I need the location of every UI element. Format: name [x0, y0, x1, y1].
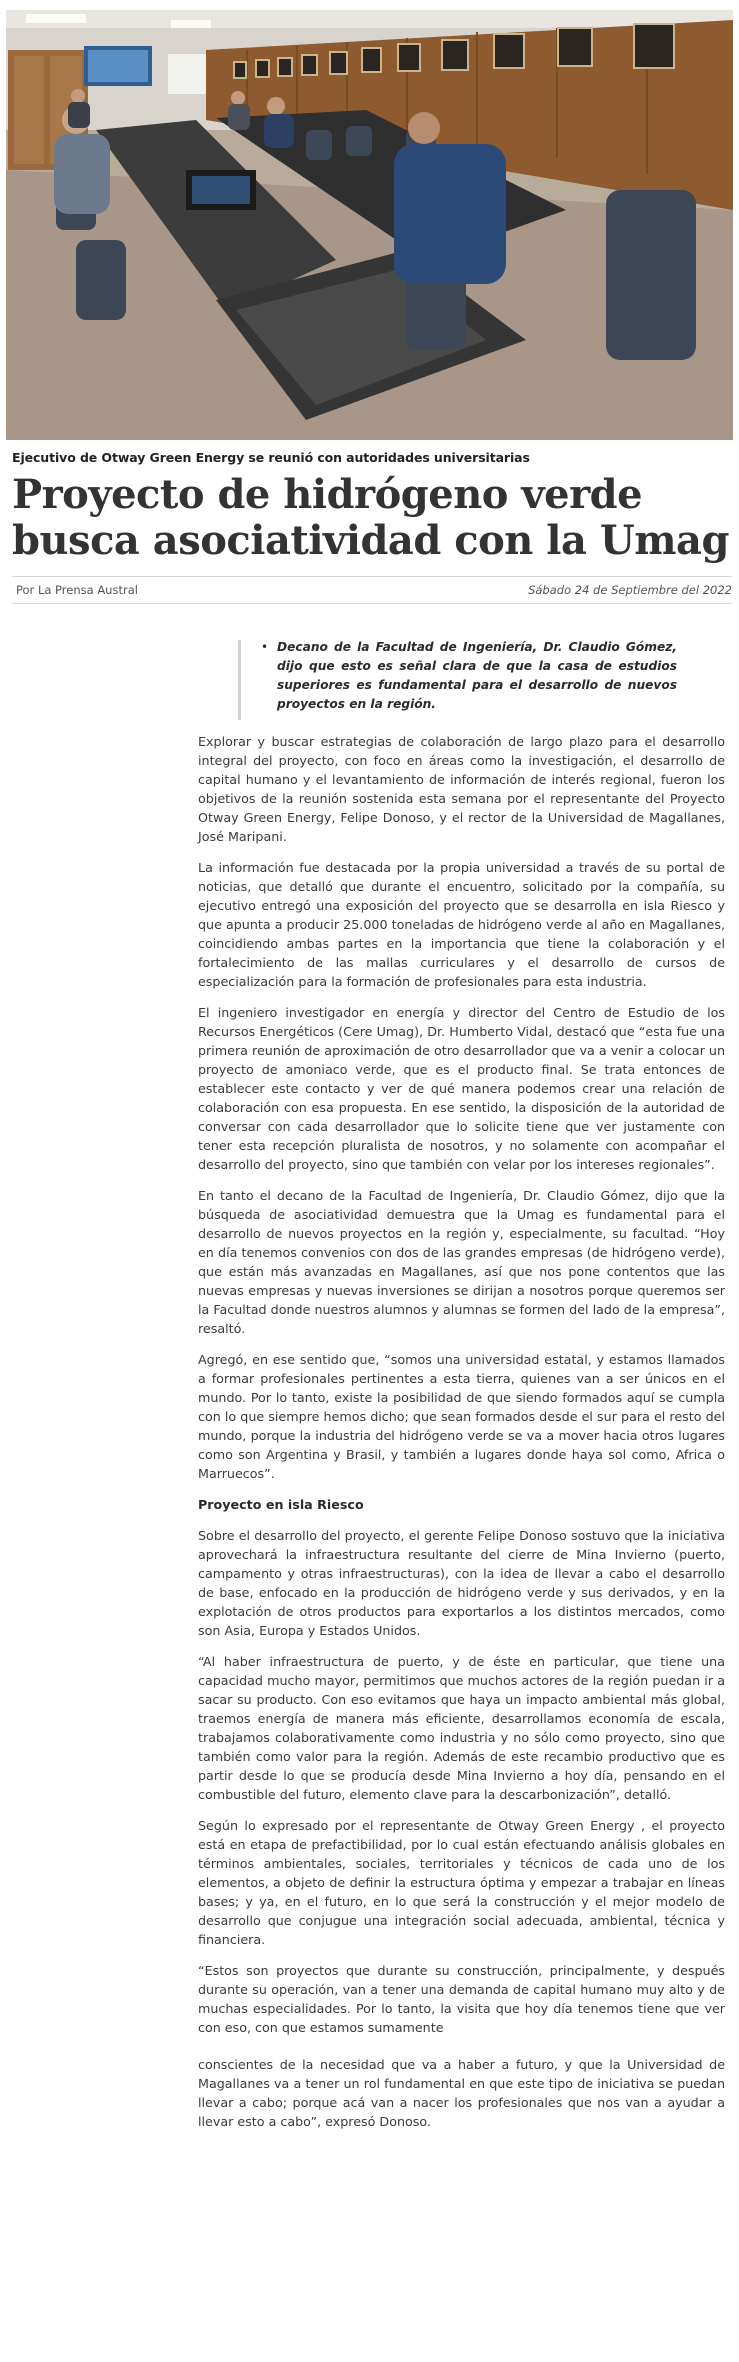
author-link[interactable]: Por La Prensa Austral	[16, 583, 138, 597]
paragraph: conscientes de la necesidad que va a haber a futuro, y que la Universidad de Magallanes va a tener un rol fundamental en que este tipo de iniciativa se puedan llevar a cabo; porque acá van a nacer los profesionales que nos van a ayudar a llevar esto a cabo”, expresó Donoso.	[198, 2057, 725, 2129]
paragraph: “Al haber infraestructura de puerto, y de éste en particular, que tiene una capacidad mucho mayor, permitimos que muchos actores de la región puedan ir a sacar su producto. Con eso evitamos que haya un impacto ambiental más global, traemos energía de manera más eficiente, desarrollamos economía de escala, trabajamos colaborativamente como industria y no sólo como proyecto, sino que también como valor para la región. Además de este recambio productivo que es partir desde lo que se producía desde Mina Invierno a hoy día, pensando en el combustible del futuro, elemento clave para la descarbonización”, detalló.	[198, 1654, 725, 1802]
paragraph: En tanto el decano de la Facultad de Ingeniería, Dr. Claudio Gómez, dijo que la búsqueda de asociatividad demuestra que la Umag es fundamental para el desarrollo de nuevos proyectos en la región y, especialmente, su facultad. “Hoy en día tenemos convenios con dos de las grandes empresas (de hidrógeno verde), que están más avanzadas en Magallanes, así que nos pone contentos que las nuevas empresas y nuevas inversiones se dirijan a nosotros porque queremos ser la Facultad donde nuestros alumnos y alumnas se formen del lado de la empresa”, resaltó.	[198, 1188, 725, 1336]
article-title: Proyecto de hidrógeno verde busca asociatividad con la Umag	[12, 471, 729, 564]
paragraph: Agregó, en ese sentido que, “somos una universidad estatal, y estamos llamados a formar profesionales pertinentes a esta tierra, quienes van a ser únicos en el mundo. Por lo tanto, existe la posibilidad de que siendo formados aquí se cumpla con lo que siempre hemos dicho; que sean formados desde el sur para el resto del mundo, porque la industria del hidrógeno verde se va a mover hacia otros lugares como son Argentina y Brasil, y también a lugares donde haya sol como, Africa o Marruecos”.	[198, 1352, 725, 1481]
bullet-icon: •	[261, 640, 269, 654]
highlight-quote	[238, 640, 723, 720]
publish-date: Sábado 24 de Septiembre del 2022	[528, 583, 732, 597]
paragraph: Sobre el desarrollo del proyecto, el gerente Felipe Donoso sostuvo que la iniciativa aprovechará la infraestructura resultante del cierre de Mina Invierno (puerto, campamento y otras infraestructuras), con la idea de llevar a cabo el desarrollo de base, enfocado en la producción de hidrógeno verde y sus derivados, y en la explotación de otros productos para exportarlos a los distintos mercados, como son Asia, Europa y Estados Unidos.	[198, 1528, 725, 1638]
paragraph: Explorar y buscar estrategias de colaboración de largo plazo para el desarrollo integral del proyecto, con foco en áreas como la investigación, el desarrollo de capital humano y el levantamiento de información de interés regional, fueron los objetivos de la reunión sostenida esta semana por el representante del Proyecto Otway Green Energy, Felipe Donoso, y el rector de la Universidad de Magallanes, José Maripani.	[198, 734, 725, 844]
article-photo	[6, 10, 733, 440]
subheading: Proyecto en isla Riesco	[198, 1497, 364, 1512]
meeting-room-illustration	[6, 10, 733, 440]
paragraph: Según lo expresado por el representante de Otway Green Energy , el proyecto está en etapa de prefactibilidad, por lo cual están efectuando análisis globales en términos ambientales, sociales, territoriales y técnicos de cada uno de los elementos, a objeto de definir la estructura óptima y empezar a trabajar en líneas bases; y ya, en el futuro, en lo que será la construcción y el mejor modelo de desarrollo que conjugue una integración social adecuada, ambiental, técnica y financiera.	[198, 1818, 725, 1947]
article-body	[198, 732, 725, 2143]
photo-caption: Ejecutivo de Otway Green Energy se reunió con autoridades universitarias	[12, 450, 530, 465]
paragraph: La información fue destacada por la propia universidad a través de su portal de noticias, que detalló que durante el encuentro, solicitado por la compañía, su ejecutivo entregó una exposición del proyecto que se desarrolla en isla Riesco y que apunta a producir 25.000 toneladas de hidrógeno verde al año en Magallanes, coincidiendo ambas partes en la importancia que tiene la colaboración y el fortalecimiento de las mallas curriculares y el desarrollo de cursos de especialización para la formación de profesionales para esta industria.	[198, 860, 725, 989]
highlight-text: Decano de la Facultad de Ingeniería, Dr. Claudio Gómez, dijo que esto es señal clara de que la casa de estudios superiores es fundamental para el desarrollo de nuevos proyectos en la región.	[277, 640, 677, 711]
byline	[12, 576, 732, 604]
paragraph: El ingeniero investigador en energía y director del Centro de Estudio de los Recursos Energéticos (Cere Umag), Dr. Humberto Vidal, destacó que “esta fue una primera reunión de aproximación de otro desarrollador que va a venir a colocar un proyecto de amoniaco verde, que es el producto final. Se trata entonces de establecer este contacto y ver de qué manera podemos crear una relación de colaboración con esa propuesta. En ese sentido, la disposición de la autoridad de conversar con cada desarrollador que lo solicite tiene que ver justamente con tener esta recepción pluralista de nosotros, y no solamente con acompañar el desarrollo del proyecto, sino que también con velar por los intereses regionales”.	[198, 1005, 725, 1172]
paragraph: “Estos son proyectos que durante su construcción, principalmente, y después durante su operación, van a tener una demanda de capital humano muy alto y de muchas especialidades. Por lo tanto, la visita que hoy día tenemos tiene que ver con eso, con que estamos sumamente	[198, 1963, 725, 2035]
